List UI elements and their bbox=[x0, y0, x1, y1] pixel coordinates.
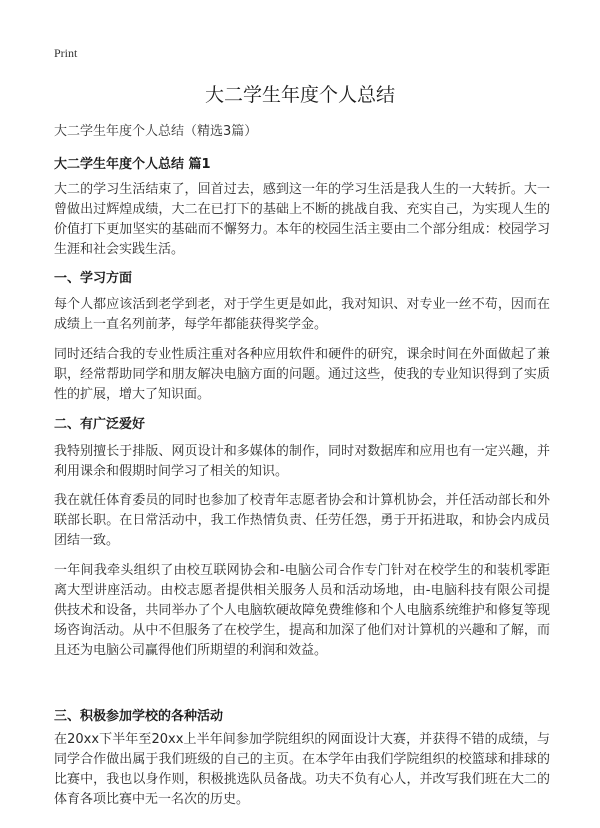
section-heading-study: 一、学习方面 bbox=[54, 271, 133, 286]
print-link[interactable]: Print bbox=[54, 46, 78, 60]
section-study-paragraph-2: 同时还结合我的专业性质注重对各种应用软件和硬件的研究，课余时间在外面做起了兼职，经常帮助同学和朋友解决电脑方面的问题。通过这些，使我的专业知识得到了实质性的扩展，增大了知识面。 bbox=[54, 347, 550, 402]
section-heading-hobbies: 二、有广泛爱好 bbox=[54, 417, 146, 432]
document-title: 大二学生年度个人总结 bbox=[204, 84, 395, 106]
section-heading-activities: 三、积极参加学校的各种活动 bbox=[54, 709, 224, 724]
section-activities-paragraph-1: 在20xx下半年至20xx上半年间参加学院组织的网面设计大赛，并获得不错的成绩，与同学合作做出属于我们班级的自己的主页。在本学年由我们学院组织的校篮球和排球的比赛中，我也以身作则，积极挑选队员备战。功夫不负有心人，并改写我们班在大二的体育各项比赛中无一名次的历史。 bbox=[54, 732, 550, 807]
document-subtitle: 大二学生年度个人总结（精选3篇） bbox=[54, 124, 258, 139]
intro-paragraph: 大二的学习生活结束了，回首过去，感到这一年的学习生活是我人生的一大转折。大一曾做出过辉煌成绩，大二在已打下的基础上不断的挑战自我、充实自己，为实现人生的价值打下更加坚实的基础而不懈努力。本年的校园生活主要由二个部分组成：校园学习生涯和社会实践生活。 bbox=[54, 182, 550, 257]
article-heading: 大二学生年度个人总结 篇1 bbox=[54, 157, 211, 172]
section-hobbies-paragraph-3: 一年间我牵头组织了由校互联网协会和-电脑公司合作专门针对在校学生的和装机零距离大型讲座活动。由校志愿者提供相关服务人员和活动场地，由-电脑科技有限公司提供技术和设备，共同举办了个人电脑软硬故障免费维修和个人电脑系统维护和修复等现场咨询活动。从中不但服务了在校学生，提高和加深了他们对计算机的兴趣和了解，而且还为电脑公司赢得他们所期望的利润和效益。 bbox=[54, 563, 550, 658]
section-study-paragraph-1: 每个人都应该活到老学到老，对于学生更是如此，我对知识、对专业一丝不苟，因而在成绩上一直名列前茅，每学年都能获得奖学金。 bbox=[54, 297, 550, 332]
section-hobbies-paragraph-2: 我在就任体育委员的同时也参加了校青年志愿者协会和计算机协会，并任活动部长和外联部长职。在日常活动中，我工作热情负责、任劳任怨，勇于开拓进取，和协会内成员团结一致。 bbox=[54, 493, 550, 548]
section-hobbies-paragraph-1: 我特别擅长于排版、网页设计和多媒体的制作，同时对数据库和应用也有一定兴趣，并利用课余和假期时间学习了相关的知识。 bbox=[54, 444, 550, 479]
